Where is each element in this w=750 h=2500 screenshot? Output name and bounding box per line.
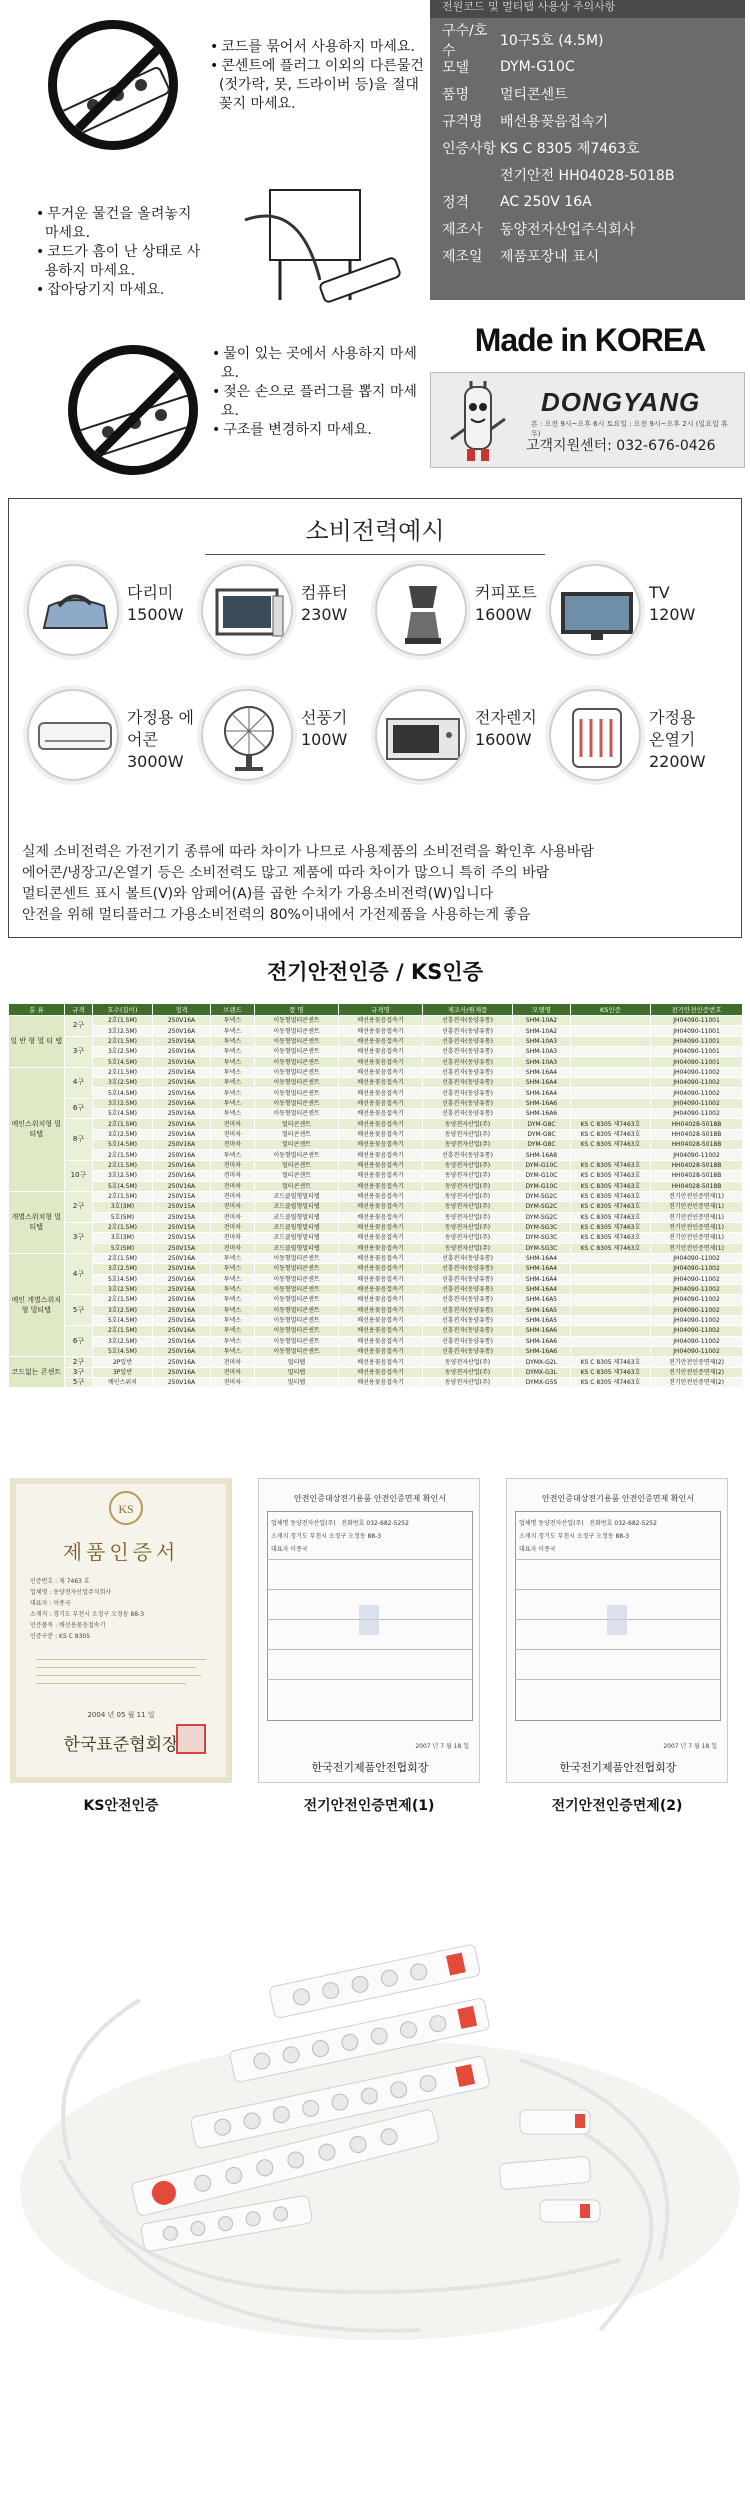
- table-row: 5호(4.5M) 250V16A 전마차 멀티콘센트 배선용꽂음접속기 동양전자산업(주) DYM-G10C KS C 8305 제7463호 HH04028-5018B: [9, 1181, 743, 1191]
- table-row: 3호(3M) 250V15A 전마차 코드클릴형멀티탭 배선용꽂음접속기 동양전자산업(주) DYM-SG3C KS C 8305 제7463호 전기안전인증면제(1): [9, 1233, 743, 1243]
- table-row: 3호(2.5M) 250V16A 투넥스 이동형멀티콘센트 배선용꽂음접속기 선흥전자(동양유통) SHM-16A6 JH04090-11002: [9, 1336, 743, 1346]
- table-row: 3호(2.5M) 250V16A 투넥스 이동형멀티콘센트 배선용꽂음접속기 선흥전자(동양유통) SHM-16A4 JH04090-11002: [9, 1284, 743, 1294]
- table-row: 3호(3M) 250V15A 전마차 코드클릴형멀티탭 배선용꽂음접속기 동양전자산업(주) DYM-SG2C KS C 8305 제7463호 전기안전인증면제(1): [9, 1202, 743, 1212]
- table-header: 분 류 규격 호수(길이) 정격 브랜드 품 명 규격명 제조사/원제품 모델명 KS인증 전기안전인증번호: [9, 1004, 743, 1016]
- table-row: 3구 2호(1.5M) 250V15A 전마차 코드클릴형멀티탭 배선용꽂음접속기 동양전자산업(주) DYM-SG3C KS C 8305 제7463호 전기안전인증면제(1): [9, 1222, 743, 1232]
- table-row: 3호(2.5M) 250V16A 투넥스 이동형멀티콘센트 배선용꽂음접속기 선흥전자(동양유통) SHM-10A2 JH04090-11001: [9, 1026, 743, 1036]
- exemption-1-caption: 전기안전인증면제(1): [303, 1798, 435, 1814]
- table-row: 코드없는 콘센트 2구 2P일반 250V16A 전마차 멀티탭 배선용꽂음접속기 동양전자산업(주) DYMX-G2L KS C 8305 제7463호 전기안전인증면제(2): [9, 1357, 743, 1367]
- table-row: 8구 2호(1.5M) 250V16A 전마차 멀티콘센트 배선용꽂음접속기 동양전자산업(주) DYM-G8C KS C 8305 제7463호 HH04028-5018B: [9, 1119, 743, 1129]
- ks-cert-lines: 인증번호 : 제 7463 호 업체명 : 동양전자산업주식회사 대표자 : 이종국 소재지 : 경기도 부천시 오정구 오정동 88-3 인증품목 : 배선용꽂음접속기 인증구분 : KS C 8305: [30, 1578, 145, 1640]
- table-row: 3구 2호(1.5M) 250V16A 투넥스 이동형멀티콘센트 배선용꽂음접속기 선흥전자(동양유통) SHM-10A3 JH04090-11001: [9, 1036, 743, 1046]
- appliance-item: 가정용 에어콘 3000W: [27, 689, 207, 789]
- spec-panel: [430, 0, 745, 300]
- table-row: 3호(2.5M) 250V16A 전마차 멀티콘센트 배선용꽂음접속기 동양전자산업(주) DYM-G10C KS C 8305 제7463호 HH04028-5018B: [9, 1171, 743, 1181]
- ks-cert-title: 제품인증서: [62, 1540, 180, 1564]
- table-row: 5호(4.5M) 250V16A 투넥스 이동형멀티콘센트 배선용꽂음접속기 선흥전자(동양유통) SHM-16A6 JH04090-11002: [9, 1347, 743, 1357]
- table-row: 5호(4.5M) 250V16A 투넥스 이동형멀티콘센트 배선용꽂음접속기 선흥전자(동양유통) SHM-16A5 JH04090-11002: [9, 1315, 743, 1325]
- ks-cert-caption: KS안전인증: [83, 1798, 159, 1814]
- table-row: 10구 2호(1.5M) 250V16A 전마차 멀티콘센트 배선용꽂음접속기 동양전자산업(주) DYM-G10C KS C 8305 제7463호 HH04028-5018B: [9, 1160, 743, 1170]
- exemption-certificate-2: 안전인증대상전기용품 안전인증면제 확인서 업체명 동양전자산업(주) 전화번호 032-682-5252 소재지 경기도 부천시 오정구 오정동 88-3 대표자 이종국 2007 년 7 월 18 일 한국전기제품안전협회장: [506, 1478, 728, 1783]
- exemption-certificate-1: 안전인증대상전기용품 안전인증면제 확인서 업체명 동양전자산업(주) 전화번호 032-682-5252 소재지 경기도 부천시 오정구 오정동 88-3 대표자 이종국 2007 년 7 월 18 일 한국전기제품안전협회장: [258, 1478, 480, 1783]
- warning-text-2: • 무거운 물건을 올려놓지 마세요. • 코드가 흠이 난 상태로 사용하지 마세요. • 잡아당기지 마세요.: [36, 205, 206, 300]
- svg-text:KS: KS: [118, 1502, 134, 1516]
- tv-icon: [549, 564, 641, 656]
- brand-box: [430, 372, 745, 468]
- spec-row: 인증사항 KS C 8305 제7463호: [442, 140, 640, 157]
- table-row: 3호(2.5M) 250V16A 투넥스 이동형멀티콘센트 배선용꽂음접속기 선흥전자(동양유통) SHM-16A4 JH04090-11002: [9, 1264, 743, 1274]
- ks-cert-date: 2004 년 05 월 11 일: [87, 1711, 155, 1719]
- mascot-icon: [443, 379, 513, 463]
- brand-address: 본 : 오전 9시~오후 6시 토요일 : 오전 9시~오후 2시 (일요일 휴무): [531, 420, 728, 438]
- table-row: 5호(4.5M) 250V16A 투넥스 이동형멀티콘센트 배선용꽂음접속기 선흥전자(동양유통) SHM-16A4 JH04090-11002: [9, 1274, 743, 1284]
- air-conditioner-icon: [27, 689, 119, 781]
- made-in-korea: Made in KOREA: [474, 322, 706, 358]
- table-row: 메인스위치형 멀티탭 4구 2호(1.5M) 250V16A 투넥스 이동형멀티콘센트 배선용꽂음접속기 선흥전자(동양유통) SHM-16A4 JH04090-11002: [9, 1067, 743, 1077]
- spec-header-cut: 전원코드 및 멀티탭 사용상 주의사항: [430, 0, 745, 18]
- spec-row: 규격명 배선용꽂음접속기: [442, 113, 609, 130]
- spec-row: 전기안전 HH04028-5018B: [500, 167, 675, 184]
- product-photo: [0, 1860, 750, 2380]
- fan-icon: [201, 689, 293, 781]
- spec-row: 품명 멀티콘센트: [442, 86, 568, 103]
- spec-row: 정격 AC 250V 16A: [442, 193, 592, 211]
- support-phone: 고객지원센터: 032-676-0426: [526, 438, 716, 454]
- appliance-item: 컴퓨터 230W: [201, 564, 381, 664]
- heavy-object-icon: [240, 160, 410, 310]
- microwave-icon: [375, 689, 467, 781]
- table-row: 메인 개별스위치형 멀티탭 4구 2호(1.5M) 250V16A 투넥스 이동형멀티콘센트 배선용꽂음접속기 선흥전자(동양유통) SHM-16A4 JH04090-11002: [9, 1253, 743, 1263]
- certification-title: 전기안전인증 / KS인증: [267, 960, 483, 984]
- appliance-item: 다리미 1500W: [27, 564, 207, 664]
- table-row: 3호(2.5M) 250V16A 투넥스 이동형멀티콘센트 배선용꽂음접속기 선흥전자(동양유통) SHM-16A5 JH04090-11002: [9, 1305, 743, 1315]
- heater-icon: [549, 689, 641, 781]
- ks-certificate: [10, 1478, 232, 1783]
- power-title: 소비전력예시: [9, 511, 741, 555]
- exemption-2-caption: 전기안전인증면제(2): [551, 1798, 683, 1814]
- warning-text-1: • 코드를 묶어서 사용하지 마세요. • 콘센트에 플러그 이외의 다른물건 (젓가락, 못, 드라이버 등)을 절대 꽂지 마세요.: [210, 38, 430, 114]
- spec-row: 제조사 동양전자산업주식회사: [442, 221, 636, 238]
- no-water-icon: [68, 345, 198, 475]
- spec-row: 모델 DYM-G10C: [442, 58, 575, 76]
- ks-emblem-icon: [106, 1488, 146, 1528]
- table-row: 5호(4.5M) 250V16A 투넥스 이동형멀티콘센트 배선용꽂음접속기 선흥전자(동양유통) SHM-16A6 JH04090-11002: [9, 1109, 743, 1119]
- table-row: 개별스위치형 멀티탭 2구 2호(1.5M) 250V15A 전마차 코드클릴형멀티탭 배선용꽂음접속기 동양전자산업(주) DYM-SG2C KS C 8305 제7463호 전기안전인증면제(1): [9, 1191, 743, 1201]
- no-bundled-cord-icon: [48, 20, 178, 150]
- table-row: 3호(2.5M) 250V16A 전마차 멀티콘센트 배선용꽂음접속기 동양전자산업(주) DYM-G8C KS C 8305 제7463호 HH04028-5018B: [9, 1129, 743, 1139]
- ks-cert-issuer: 한국표준협회장: [63, 1735, 179, 1755]
- certification-table: [8, 1003, 742, 1388]
- seal-stamp-icon: [176, 1724, 206, 1754]
- table-row: 5호(4.5M) 250V16A 투넥스 이동형멀티콘센트 배선용꽂음접속기 선흥전자(동양유통) SHM-10A3 JH04090-11001: [9, 1057, 743, 1067]
- table-row: 5호(4.5M) 250V16A 투넥스 이동형멀티콘센트 배선용꽂음접속기 선흥전자(동양유통) SHM-16A4 JH04090-11002: [9, 1088, 743, 1098]
- warning-text-3: • 물이 있는 곳에서 사용하지 마세요. • 젖은 손으로 플러그를 뽑지 마세요. • 구조를 변경하지 마세요.: [212, 345, 422, 440]
- appliance-item: 커피포트 1600W: [375, 564, 555, 664]
- appliance-item: TV 120W: [549, 564, 729, 664]
- table-row: 일 반 형 멀 티 탭 2구 2호(1.5M) 250V16A 투넥스 이동형멀티콘센트 배선용꽂음접속기 선흥전자(동양유통) SHM-10A2 JH04090-11001: [9, 1016, 743, 1026]
- appliance-item: 전자렌지 1600W: [375, 689, 555, 789]
- table-row: 5구 2호(1.5M) 250V16A 투넥스 이동형멀티콘센트 배선용꽂음접속기 선흥전자(동양유통) SHM-16A5 JH04090-11002: [9, 1295, 743, 1305]
- table-row: 5호(4.5M) 250V16A 전마차 멀티콘센트 배선용꽂음접속기 동양전자산업(주) DYM-G8C KS C 8305 제7463호 HH04028-5018B: [9, 1140, 743, 1150]
- power-notes: 실제 소비전력은 가전기기 종류에 따라 차이가 나므로 사용제품의 소비전력을 확인후 사용바람 에어콘/냉장고/온열기 등은 소비전력도 많고 제품에 따라 차이가 많으니 특히 주의 바람 멀티콘센트 표시 볼트(V)와 암페어(A)를 곱한 수치가 가용소비전력(W)입니다 안전을 위해 멀티플러그 가용소비전력의 80%이내에서 가전제품을 사용하는게 좋음: [22, 844, 594, 923]
- spec-row: 구수/호수 10구5호 (4.5M): [442, 22, 604, 59]
- spec-row: 제조일 제품포장내 표시: [442, 248, 600, 265]
- table-row: 5호(5M) 250V15A 전마차 코드클릴형멀티탭 배선용꽂음접속기 동양전자산업(주) DYM-SG2C KS C 8305 제7463호 전기안전인증면제(1): [9, 1212, 743, 1222]
- coffee-pot-icon: [375, 564, 467, 656]
- iron-icon: [27, 564, 119, 656]
- blue-stamp-icon: [607, 1605, 627, 1635]
- table-row: 3호(2.5M) 250V16A 투넥스 이동형멀티콘센트 배선용꽂음접속기 선흥전자(동양유통) SHM-16A4 JH04090-11002: [9, 1078, 743, 1088]
- table-row: 3구 3P일반 250V16A 전마차 멀티탭 배선용꽂음접속기 동양전자산업(주) DYMX-G3L KS C 8305 제7463호 전기안전인증면제(2): [9, 1367, 743, 1377]
- appliance-item: 가정용 온열기 2200W: [549, 689, 729, 789]
- table-row: 5구 메인스위치 250V16A 전마차 멀티탭 배선용꽂음접속기 동양전자산업(주) DYMX-G5S KS C 8305 제7463호 전기안전인증면제(2): [9, 1378, 743, 1388]
- table-row: 6구 3호(2.5M) 250V16A 투넥스 이동형멀티콘센트 배선용꽂음접속기 선흥전자(동양유통) SHM-16A6 JH04090-11002: [9, 1098, 743, 1108]
- table-row: 2호(1.5M) 250V16A 투넥스 이동형멀티콘센트 배선용꽂음접속기 선흥전자(동양유통) SHM-16A8 JH04090-11002: [9, 1150, 743, 1160]
- brand-logo: DONGYANG: [541, 387, 701, 417]
- table-row: 5호(5M) 250V15A 전마차 코드클릴형멀티탭 배선용꽂음접속기 동양전자산업(주) DYM-SG3C KS C 8305 제7463호 전기안전인증면제(1): [9, 1243, 743, 1253]
- appliance-item: 선풍기 100W: [201, 689, 381, 789]
- table-row: 3호(2.5M) 250V16A 투넥스 이동형멀티콘센트 배선용꽂음접속기 선흥전자(동양유통) SHM-10A3 JH04090-11001: [9, 1047, 743, 1057]
- computer-icon: [201, 564, 293, 656]
- blue-stamp-icon: [359, 1605, 379, 1635]
- table-row: 6구 2호(1.5M) 250V16A 투넥스 이동형멀티콘센트 배선용꽂음접속기 선흥전자(동양유통) SHM-16A6 JH04090-11002: [9, 1326, 743, 1336]
